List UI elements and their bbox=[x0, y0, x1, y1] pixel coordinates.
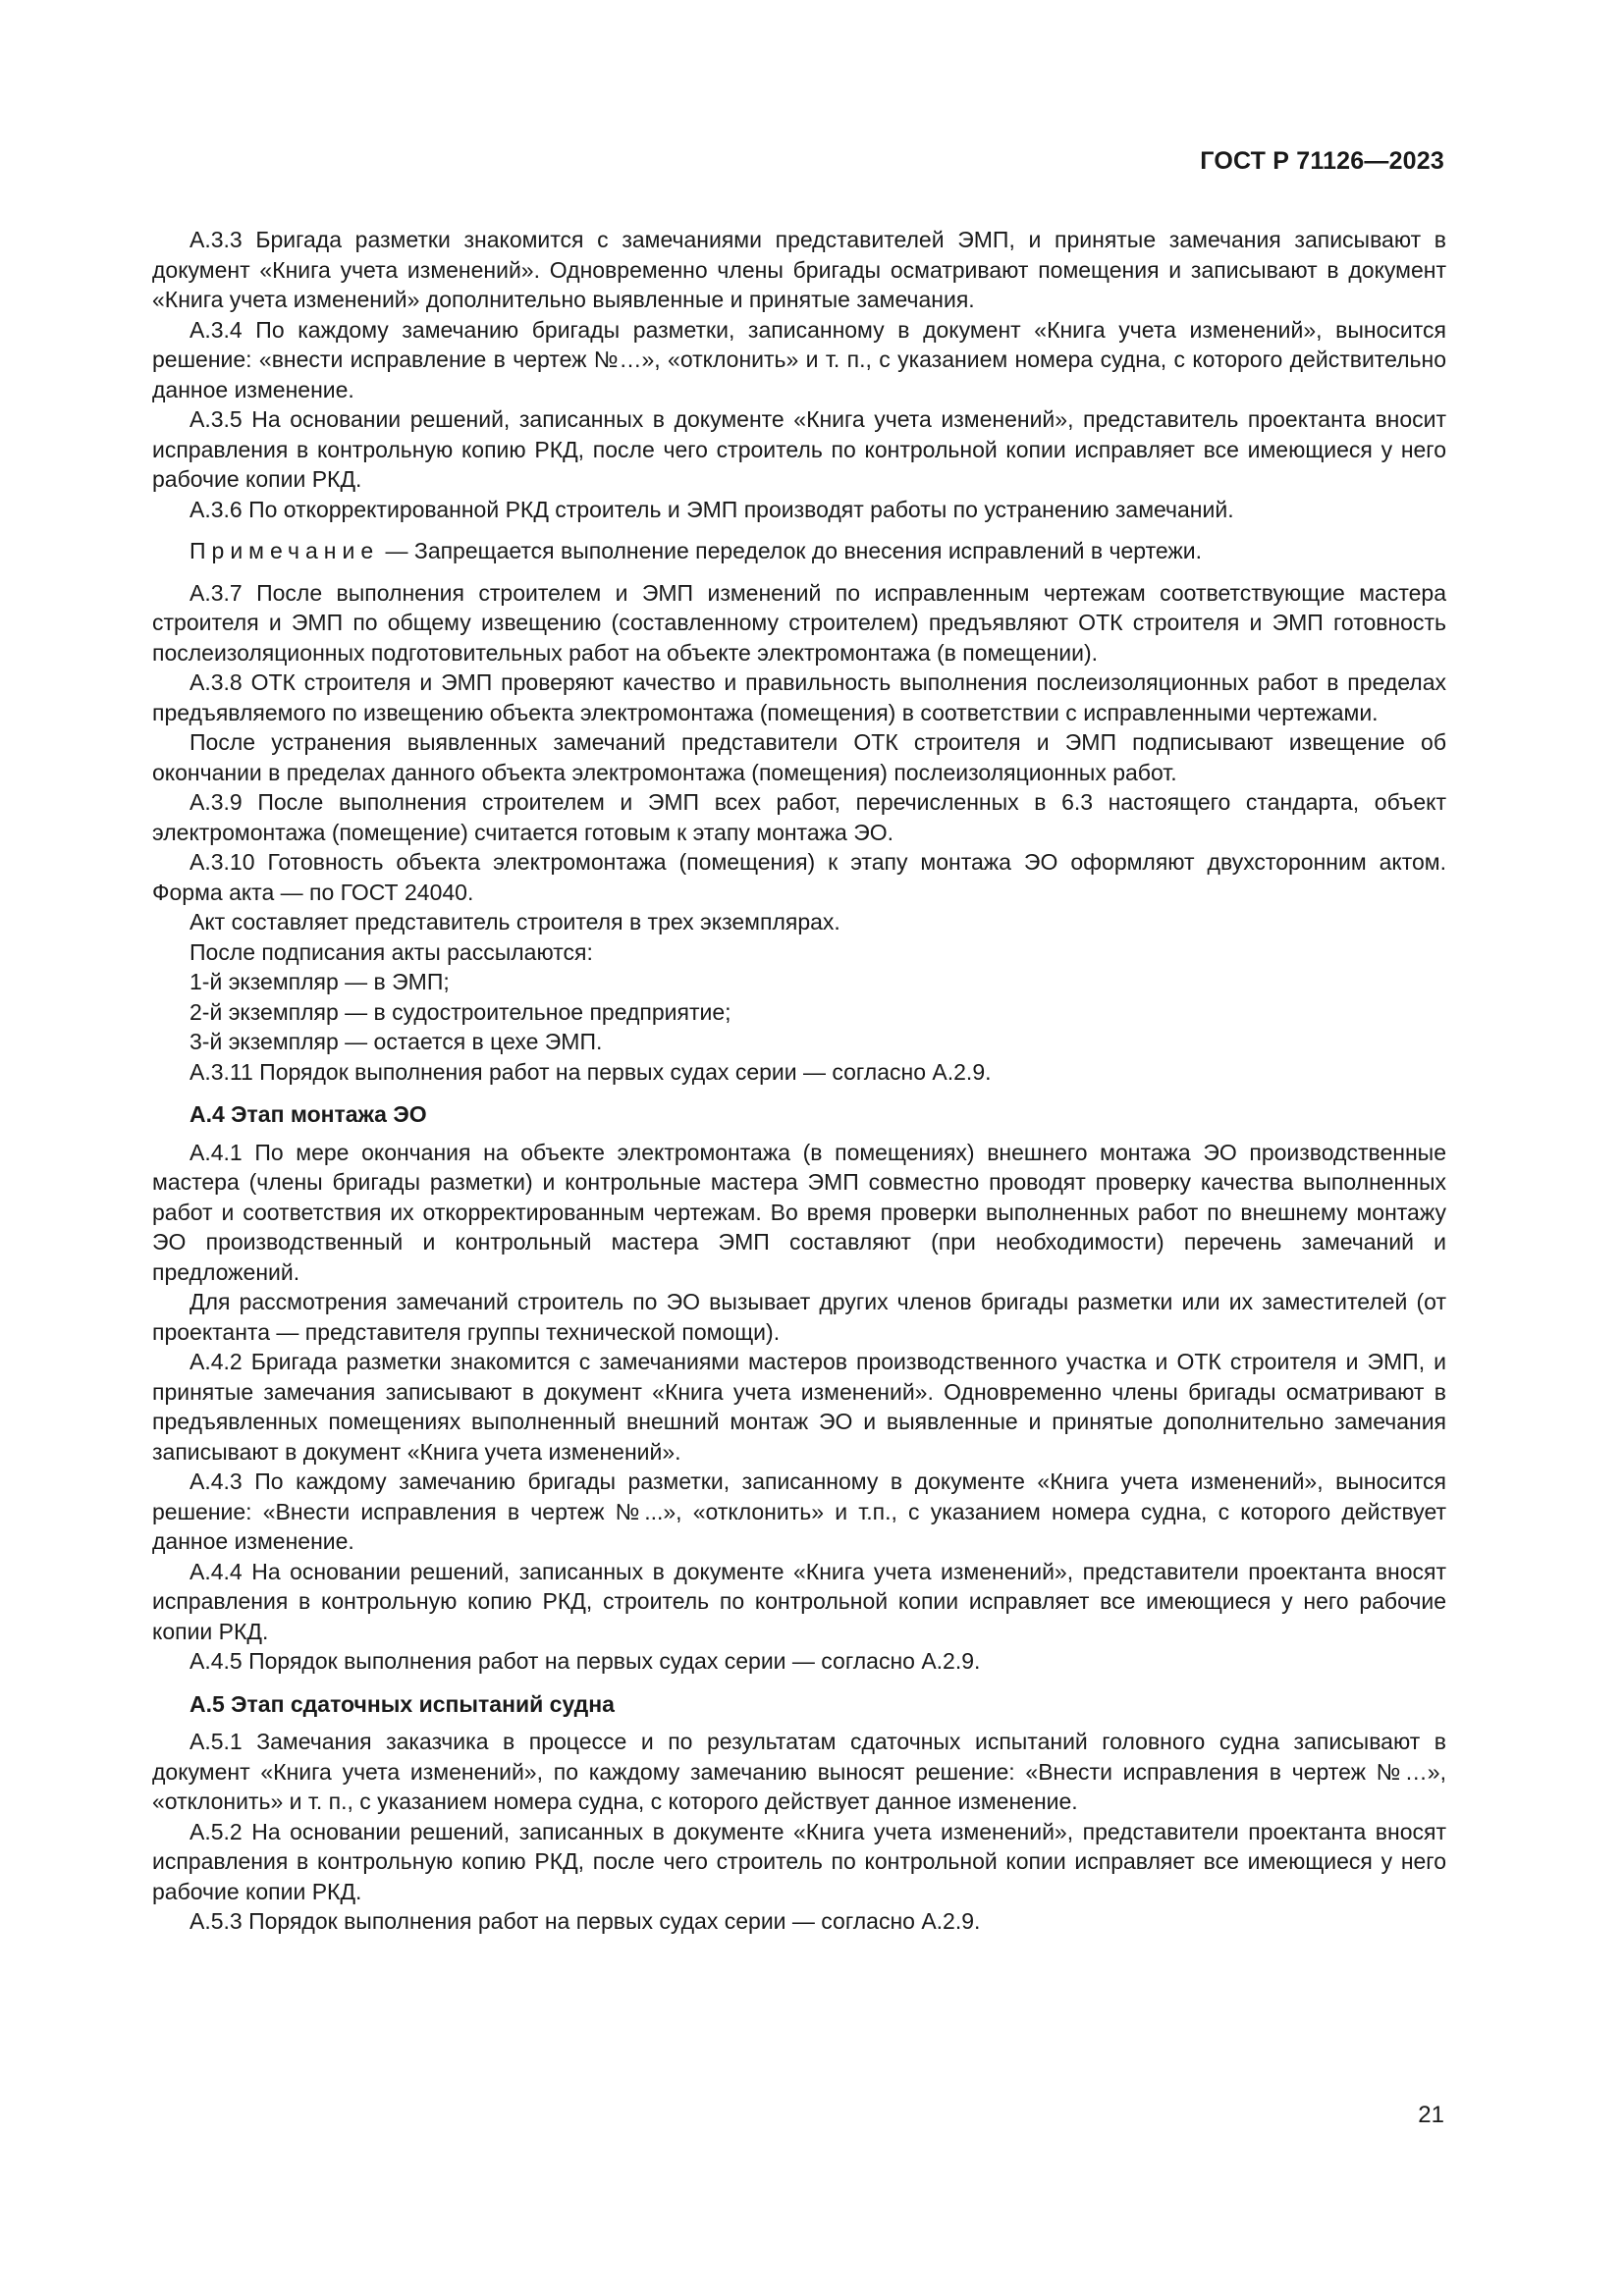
paragraph-a5-3: А.5.3 Порядок выполнения работ на первых судах серии — согласно А.2.9. bbox=[189, 1908, 981, 1934]
paragraph-a5-1: А.5.1 Замечания заказчика в процессе и по результатам сдаточных испытаний головного судна записывают в документ «Книга учета изменений», по каждому замечанию выносят решение: «Внести исправления в чертеж №…», «отклонить» и т. п., с указанием номера судна, с которого действует данное изменение. bbox=[152, 1729, 1446, 1814]
paragraph-a3-8-continued: После устранения выявленных замечаний представители ОТК строителя и ЭМП подписывают извещение об окончании в пределах данного объекта электромонтажа (помещения) послеизоляционных работ. bbox=[152, 729, 1446, 785]
note-label: Примечание bbox=[189, 538, 380, 563]
paragraph-a4-3: А.4.3 По каждому замечанию бригады разметки, записанному в документе «Книга учета изменений», выносится решение: «Внести исправления в чертеж №...», «отклонить» и т.п., с указанием номера судна, с которого действует данное изменение. bbox=[152, 1468, 1446, 1554]
paragraph-a3-11: А.3.11 Порядок выполнения работ на первых судах серии — согласно А.2.9. bbox=[189, 1058, 992, 1085]
paragraph-a3-7: А.3.7 После выполнения строителем и ЭМП изменений по исправленным чертежам соответствующие мастера строителя и ЭМП по общему извещению (составленному строителем) предъявляют ОТК строителя и ЭМП готовность послеизоляционных подготовительных работ на объекте электромонтажа (в помещении). bbox=[152, 579, 1446, 666]
note bbox=[152, 536, 1446, 566]
page-content bbox=[152, 225, 1446, 1937]
page-number: 21 bbox=[1418, 2102, 1444, 2128]
paragraph-a3-4: А.3.4 По каждому замечанию бригады разметки, записанному в документ «Книга учета изменений», выносится решение: «внести исправление в чертеж №…», «отклонить» и т. п., с указанием номера судна, с которого действительно данное изменение. bbox=[152, 316, 1446, 402]
paragraph-a3-10: А.3.10 Готовность объекта электромонтажа (помещения) к этапу монтажа ЭО оформляют двухсторонним актом. Форма акта — по ГОСТ 24040. bbox=[152, 849, 1446, 905]
paragraph-a3-6: А.3.6 По откорректированной РКД строитель и ЭМП производят работы по устранению замечаний. bbox=[189, 496, 1234, 522]
list-item-copy-2: 2-й экземпляр — в судостроительное предприятие; bbox=[189, 998, 731, 1025]
note-text: — Запрещается выполнение переделок до внесения исправлений в чертежи. bbox=[379, 538, 1203, 563]
standard-designation: ГОСТ Р 71126—2023 bbox=[1200, 147, 1444, 175]
paragraph-a3-3: А.3.3 Бригада разметки знакомится с замечаниями представителей ЭМП, и принятые замечания записывают в документ «Книга учета изменений». Одновременно члены бригады осматривают помещения и записывают в документ «Книга учета изменений» дополнительно выявленные и принятые замечания. bbox=[152, 227, 1446, 312]
paragraph-a4-2: А.4.2 Бригада разметки знакомится с замечаниями мастеров производственного участка и ОТК строителя и ЭМП, и принятые замечания записывают в документ «Книга учета изменений». Одновременно члены бригады осматривают в предъявленных помещениях выполненный внешний монтаж ЭО и выявленные и принятые дополнительно замечания записывают в документ «Книга учета изменений». bbox=[152, 1349, 1446, 1465]
list-item-copy-1: 1-й экземпляр — в ЭМП; bbox=[189, 969, 450, 994]
paragraph-a4-4: А.4.4 На основании решений, записанных в документе «Книга учета изменений», представители проектанта вносят исправления в контрольную копию РКД, строитель по контрольной копии исправляет все имеющиеся у него рабочие копии РКД. bbox=[152, 1558, 1446, 1644]
paragraph-a3-10-distribution: После подписания акты рассылаются: bbox=[189, 938, 593, 965]
paragraph-a4-1: А.4.1 По мере окончания на объекте электромонтажа (в помещениях) внешнего монтажа ЭО производственные мастера (члены бригады разметки) и контрольные мастера ЭМП совместно проводят проверку качества выполненных работ и соответствия их откорректированным чертежам. Во время проверки выполненных работ по внешнему монтажу ЭО производственный и контрольный мастера ЭМП составляют (при необходимости) перечень замечаний и предложений. bbox=[152, 1139, 1446, 1285]
paragraph-a3-5: А.3.5 На основании решений, записанных в документе «Книга учета изменений», представитель проектанта вносит исправления в контрольную копию РКД, после чего строитель по контрольной копии исправляет все имеющиеся у него рабочие копии РКД. bbox=[152, 406, 1446, 492]
paragraph-a3-9: А.3.9 После выполнения строителем и ЭМП всех работ, перечисленных в 6.3 настоящего стандарта, объект электромонтажа (помещение) считается готовым к этапу монтажа ЭО. bbox=[152, 789, 1446, 845]
list-item-copy-3: 3-й экземпляр — остается в цехе ЭМП. bbox=[189, 1029, 603, 1054]
paragraph-a3-10-act: Акт составляет представитель строителя в трех экземплярах. bbox=[189, 909, 840, 934]
section-heading-a5: А.5 Этап сдаточных испытаний судна bbox=[189, 1690, 615, 1717]
paragraph-a4-5: А.4.5 Порядок выполнения работ на первых судах серии — согласно А.2.9. bbox=[189, 1648, 981, 1674]
paragraph-a5-2: А.5.2 На основании решений, записанных в документе «Книга учета изменений», представители проектанта вносят исправления в контрольную копию РКД, после чего строитель по контрольной копии исправляет все имеющиеся у него рабочие копии РКД. bbox=[152, 1818, 1446, 1904]
paragraph-a3-8: А.3.8 ОТК строителя и ЭМП проверяют качество и правильность выполнения послеизоляционных работ в пределах предъявляемого по извещению объекта электромонтажа (помещения) в соответствии с исправленными чертежами. bbox=[152, 669, 1446, 725]
section-heading-a4: А.4 Этап монтажа ЭО bbox=[189, 1101, 427, 1127]
paragraph-a4-1-continued: Для рассмотрения замечаний строитель по ЭО вызывает других членов бригады разметки или их заместителей (от проектанта — представителя группы технической помощи). bbox=[152, 1289, 1446, 1345]
